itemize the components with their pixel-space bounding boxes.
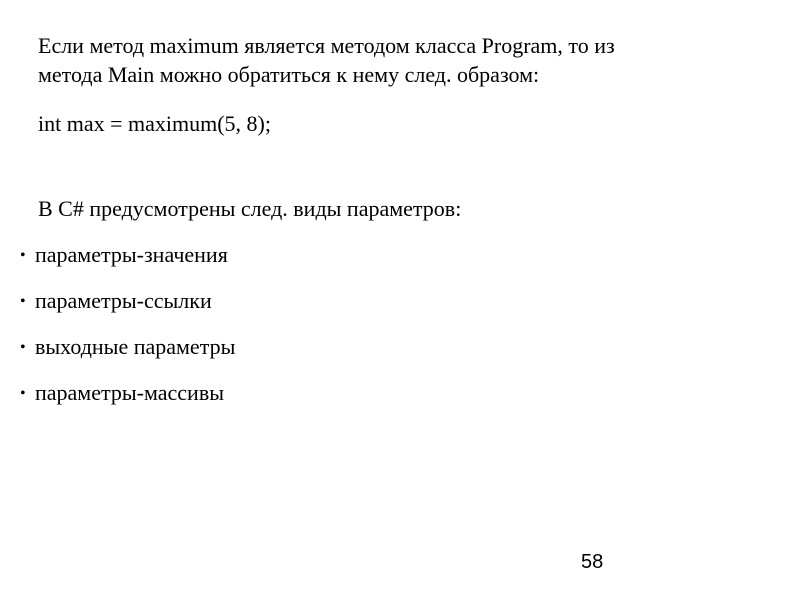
- list-item: [20, 332, 235, 378]
- bullet-icon: •: [20, 385, 26, 402]
- list-item: [20, 378, 235, 424]
- bullet-icon: •: [20, 293, 26, 310]
- list-item: [20, 286, 235, 332]
- bullet-icon: •: [20, 247, 26, 264]
- bullet-icon: •: [20, 339, 26, 356]
- list-item-label: выходные параметры: [35, 334, 236, 359]
- list-item: [20, 240, 235, 286]
- intro-paragraph: [38, 31, 615, 89]
- parameters-lead: В C# предусмотрены след. виды параметров:: [38, 196, 462, 221]
- intro-line-1: Если метод maximum является методом класса Program, то из: [38, 33, 615, 58]
- code-example: int max = maximum(5, 8);: [38, 111, 271, 136]
- intro-line-2: метода Main можно обратиться к нему след. образом:: [38, 62, 540, 87]
- page-number: 58: [581, 551, 604, 573]
- list-item-label: параметры-массивы: [35, 380, 224, 405]
- list-item-label: параметры-ссылки: [35, 288, 212, 313]
- parameter-types-list: [20, 240, 235, 424]
- list-item-label: параметры-значения: [35, 242, 228, 267]
